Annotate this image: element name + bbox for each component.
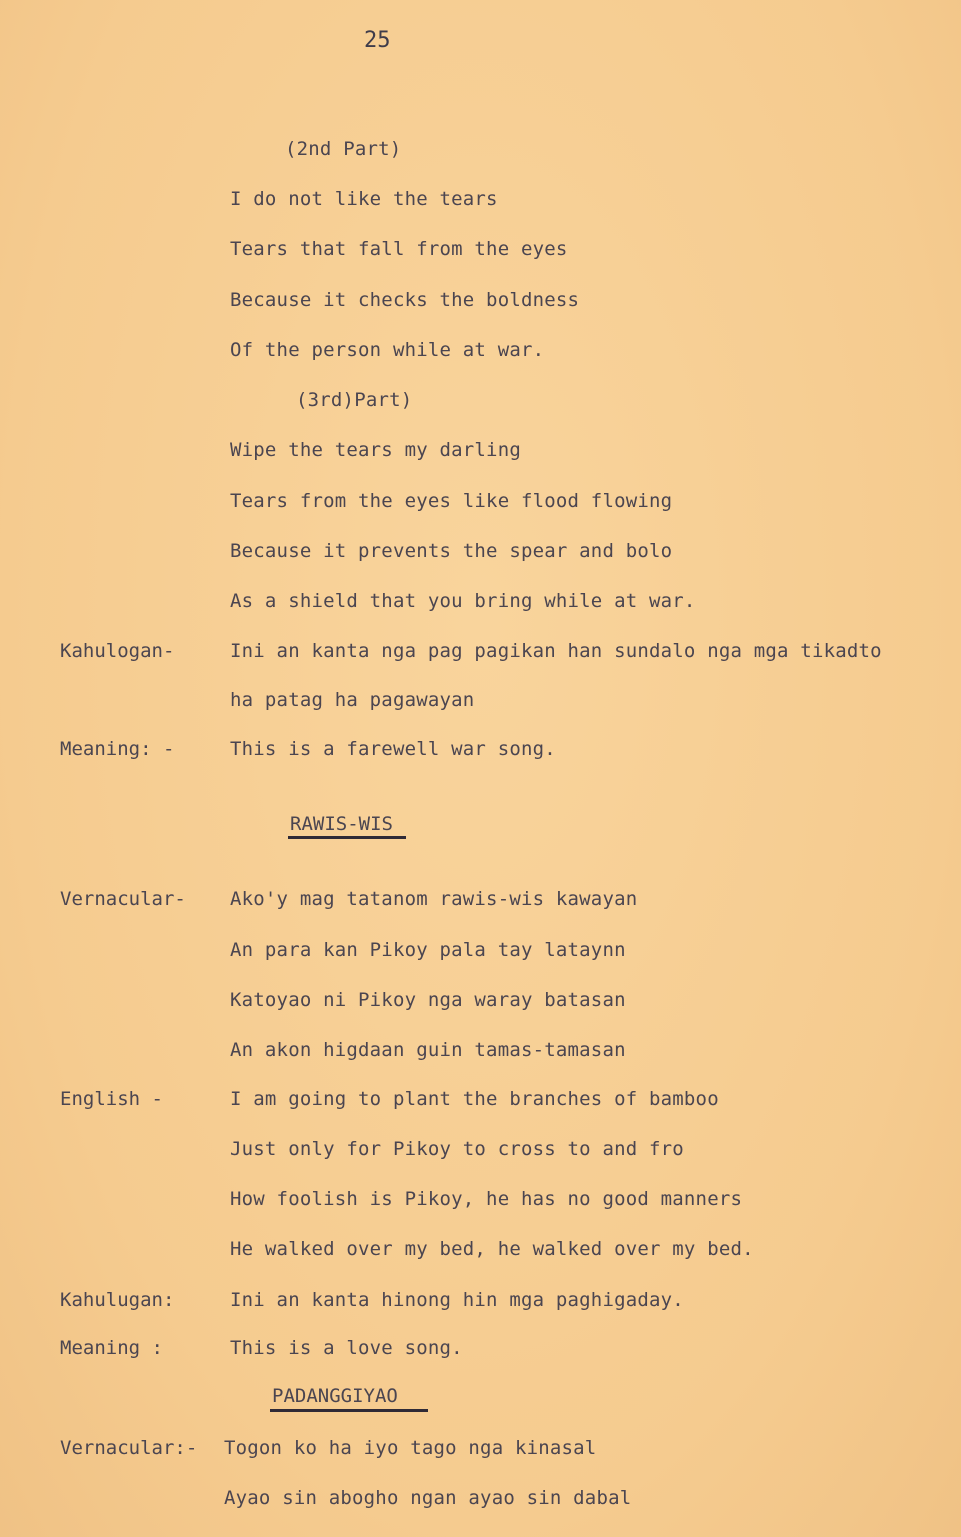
- rawis-english-line-3: How foolish is Pikoy, he has no good manners: [230, 1188, 743, 1210]
- padanggiyao-title: PADANGGIYAO: [272, 1385, 398, 1407]
- part2-heading: (2nd Part): [285, 138, 402, 160]
- rawis-vernacular-line-1: Ako'y mag tatanom rawis-wis kawayan: [230, 888, 638, 910]
- part2-line-2: Tears that fall from the eyes: [230, 238, 568, 260]
- rawis-vernacular-label: Vernacular-: [60, 888, 186, 910]
- padanggiyao-vernacular-line-2: Ayao sin abogho ngan ayao sin dabal: [224, 1487, 632, 1509]
- rawis-title-underline: [288, 836, 406, 839]
- rawis-kahulugan-label: Kahulugan:: [60, 1289, 175, 1311]
- kahulugan-label: Kahulogan-: [60, 640, 175, 662]
- part2-line-3: Because it checks the boldness: [230, 289, 580, 311]
- rawis-english-label: English -: [60, 1088, 163, 1110]
- rawis-kahulugan-text: Ini an kanta hinong hin mga paghigaday.: [230, 1289, 684, 1311]
- rawis-title: RAWIS-WIS: [290, 813, 393, 835]
- part3-line-1: Wipe the tears my darling: [230, 439, 521, 461]
- rawis-meaning-text: This is a love song.: [230, 1337, 463, 1359]
- part3-line-2: Tears from the eyes like flood flowing: [230, 490, 673, 512]
- part2-line-4: Of the person while at war.: [230, 339, 545, 361]
- kahulugan-line-1: Ini an kanta nga pag pagikan han sundalo nga mga tikadto: [230, 640, 882, 662]
- kahulugan-line-2: ha patag ha pagawayan: [230, 689, 475, 711]
- rawis-english-line-1: I am going to plant the branches of bamboo: [230, 1088, 719, 1110]
- rawis-meaning-label: Meaning :: [60, 1337, 163, 1359]
- part3-line-3: Because it prevents the spear and bolo: [230, 540, 673, 562]
- meaning-label: Meaning: -: [60, 738, 175, 760]
- rawis-vernacular-line-3: Katoyao ni Pikoy nga waray batasan: [230, 989, 626, 1011]
- padanggiyao-vernacular-label: Vernacular:-: [60, 1437, 198, 1459]
- meaning-text: This is a farewell war song.: [230, 738, 556, 760]
- rawis-english-line-2: Just only for Pikoy to cross to and fro: [230, 1138, 684, 1160]
- rawis-vernacular-line-2: An para kan Pikoy pala tay lataynn: [230, 939, 626, 961]
- page-number: 25: [364, 28, 391, 53]
- padanggiyao-vernacular-line-1: Togon ko ha iyo tago nga kinasal: [224, 1437, 597, 1459]
- part3-heading: (3rd)Part): [296, 389, 413, 411]
- part3-line-4: As a shield that you bring while at war.: [230, 590, 696, 612]
- rawis-english-line-4: He walked over my bed, he walked over my bed.: [230, 1238, 754, 1260]
- rawis-vernacular-line-4: An akon higdaan guin tamas-tamasan: [230, 1039, 626, 1061]
- padanggiyao-title-underline: [270, 1409, 428, 1412]
- part2-line-1: I do not like the tears: [230, 188, 498, 210]
